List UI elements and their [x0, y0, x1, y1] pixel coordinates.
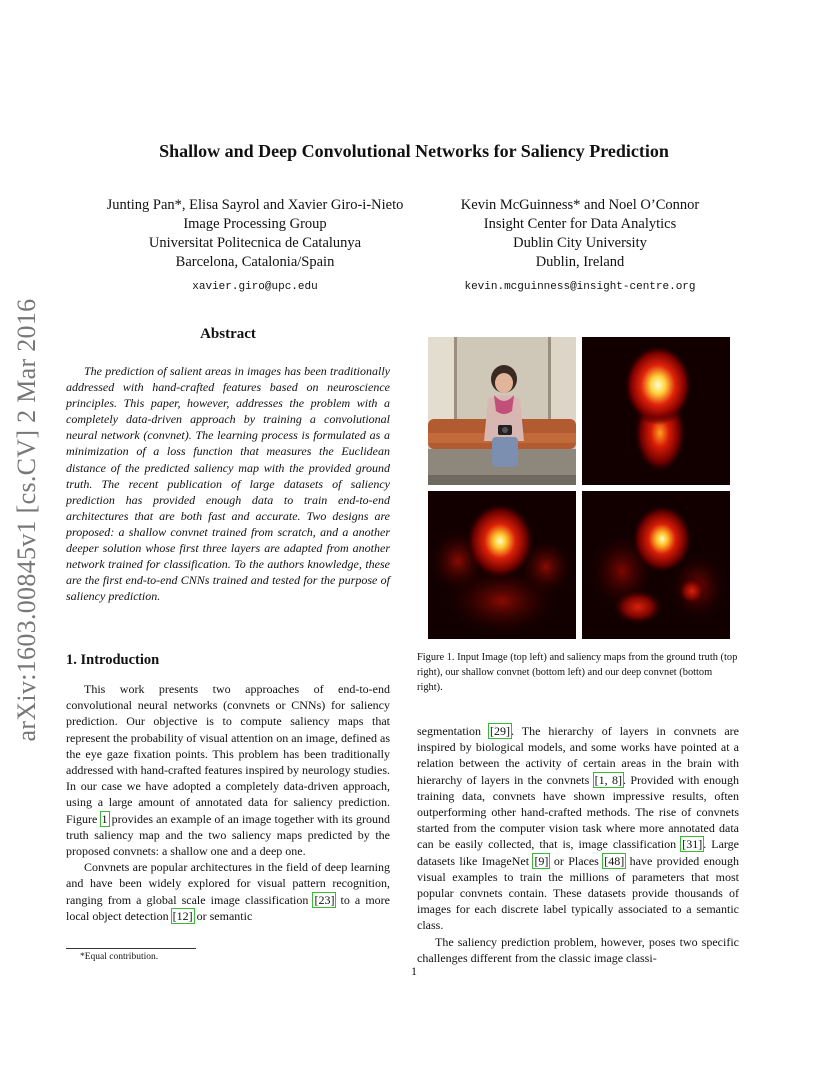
text-run: or semantic	[193, 908, 253, 923]
citation-link[interactable]: [31]	[682, 837, 703, 852]
text-run: or Places	[549, 853, 604, 868]
section-heading-introduction: 1. Introduction	[66, 652, 160, 668]
abstract-text: The prediction of salient areas in images has been traditionally addressed with hand-crafted features based on neuroscience principles. This paper, however, addresses the problem with a completely data-driven approach by training a convolutional neural network (convnet). The learning process is formulated as a minimization of a loss function that measures the Euclidean distance of the predicted saliency map with the provided ground truth. The recent publication of large datasets of saliency prediction has provided enough data to train end-to-end architectures that are both fast and accurate. Two designs are proposed: a shallow convnet trained from scratch, and a another deeper solution whose first three layers are adapted from another network trained for classification. To the authors knowledge, these are the first end-to-end CNNs trained and tested for the purpose of saliency prediction.	[66, 364, 390, 604]
paragraph	[66, 859, 390, 924]
figure-caption: Figure 1. Input Image (top left) and saliency maps from the ground truth (top right), our shallow convnet (bottom left) and our deep convnet (bottom right).	[417, 652, 738, 693]
authors-block-right	[440, 196, 720, 297]
input-photo-illustration	[428, 337, 576, 485]
citation-link[interactable]: [29]	[489, 724, 510, 738]
text-run: have provided enough visual examples to train the millions of parameters that most popular convnets contain. These datasets provide thousands of images for each discrete label typically associated to a semantic class.	[417, 853, 740, 933]
text-run: . The hierarchy of layers in convnets are inspired by biological models, and some works have pointed at a relation between the activity of certain areas in the brain with hierarchy of layers in the convnets	[417, 724, 740, 787]
paragraph	[66, 681, 390, 859]
author-group: Image Processing Group	[183, 216, 327, 232]
author-names: Junting Pan*, Elisa Sayrol and Xavier Giro-i-Nieto	[106, 197, 404, 213]
page-number: 1	[411, 964, 417, 978]
authors-block-left	[62, 196, 448, 297]
citation-link[interactable]: [48]	[604, 853, 625, 868]
author-university: Dublin City University	[513, 235, 647, 251]
author-names: Kevin McGuinness* and Noel O’Connor	[460, 197, 700, 213]
arxiv-identifier-text: arXiv:1603.00845v1 [cs.CV] 2 Mar 2016	[12, 298, 41, 742]
citation-link[interactable]: [23]	[314, 892, 335, 907]
citation-link[interactable]: [1, 8]	[594, 772, 622, 787]
author-university: Universitat Politecnica de Catalunya	[148, 235, 362, 251]
author-group: Insight Center for Data Analytics	[483, 216, 677, 232]
abstract-body	[66, 363, 390, 604]
right-column-text	[417, 723, 739, 966]
paragraph: The saliency prediction problem, however, poses two specific challenges different from the classic image classi-	[417, 934, 739, 965]
ground-truth-saliency-map	[582, 337, 730, 485]
author-email: kevin.mcguinness@insight-centre.org	[464, 281, 696, 293]
footnote-divider	[66, 948, 196, 949]
text-run: provides an example of an image together with its ground truth saliency map and the two saliency maps predicted by the proposed convnets: a shallow one and a deep one.	[66, 811, 390, 859]
left-column-text	[66, 681, 390, 924]
input-image	[428, 337, 576, 485]
text-run: segmentation	[417, 724, 489, 738]
citation-link[interactable]: [12]	[172, 908, 193, 923]
text-run: Convnets are popular architectures in the field of deep learning and have been widely explored for visual pattern recognition, ranging from a global scale image classification	[66, 860, 390, 907]
paragraph	[417, 723, 739, 934]
footnote: *Equal contribution.	[80, 952, 159, 962]
citation-link[interactable]: [9]	[534, 853, 549, 868]
text-run: . Provided with enough training data, convnets have shown impressive results, often outperforming other hand-crafted methods. The rise of convnets started from the computer vision task where more annotated data can be easily collected, that is, image classification	[417, 772, 739, 852]
author-email: xavier.giro@upc.edu	[192, 281, 318, 293]
deep-convnet-heatmap	[582, 491, 730, 639]
figure-1	[428, 337, 740, 639]
author-location: Dublin, Ireland	[535, 254, 625, 270]
paper-title: Shallow and Deep Convolutional Networks for Saliency Prediction	[159, 141, 669, 161]
shallow-convnet-heatmap	[428, 491, 576, 639]
text-run: This work presents two approaches of end-to-end convolutional neural networks (convnets or CNNs) for saliency prediction. Our objective is to compute saliency maps that represent the probability of visual attention on an image, defined as the eye gaze fixation points. This problem has been traditionally addressed with hand-crafted features inspired by neurology studies. In our case we have adopted a completely data-driven approach, using a large amount of annotated data for saliency prediction. Figure	[66, 682, 390, 826]
deep-convnet-saliency-map	[582, 491, 730, 639]
shallow-convnet-saliency-map	[428, 491, 576, 639]
arxiv-identifier	[4, 290, 50, 750]
figure-reference-link[interactable]: 1	[101, 811, 108, 826]
text-run: to a more local object detection	[66, 892, 390, 923]
abstract-heading: Abstract	[200, 326, 256, 342]
author-location: Barcelona, Catalonia/Spain	[175, 254, 335, 270]
ground-truth-heatmap	[582, 337, 730, 485]
text-run: . Large datasets like ImageNet	[417, 837, 740, 868]
